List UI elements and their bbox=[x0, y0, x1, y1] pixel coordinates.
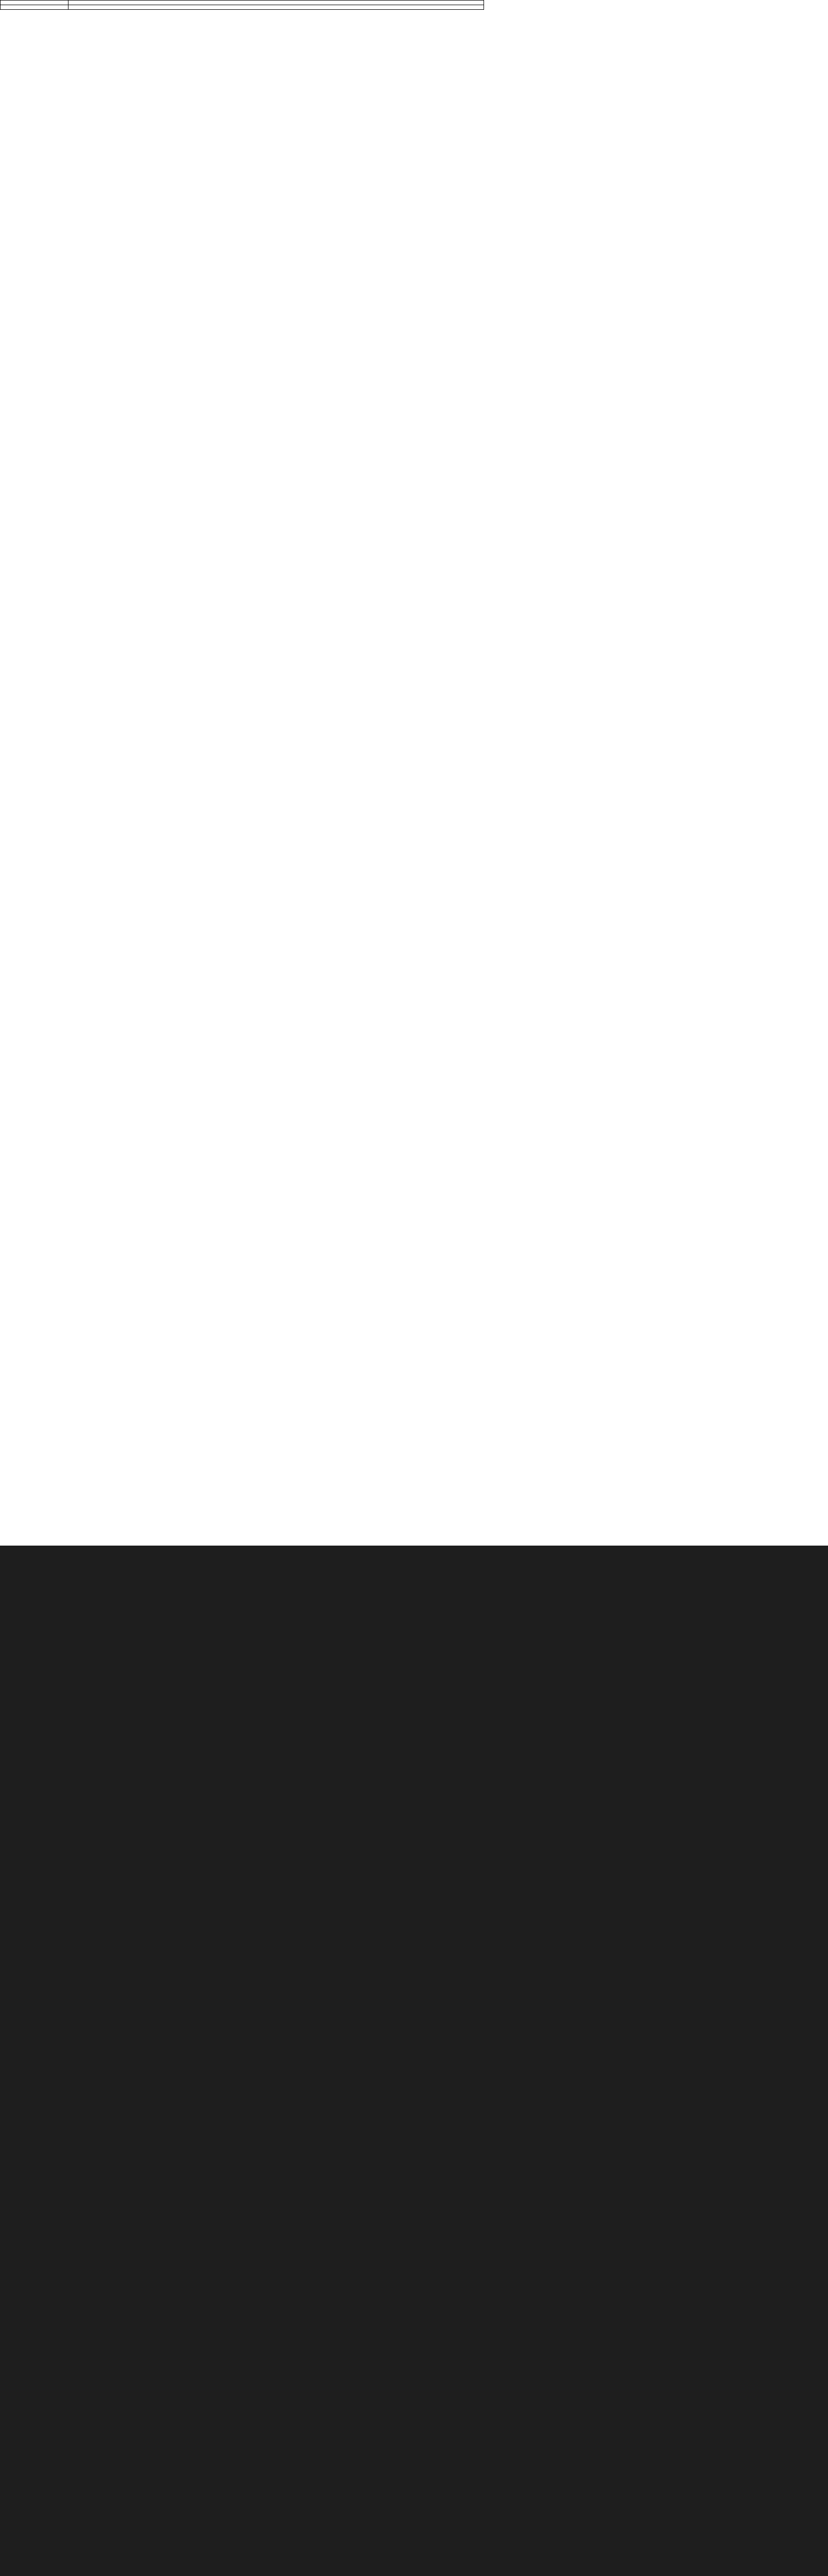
outline-body bbox=[68, 1, 484, 5]
file-label-empty bbox=[1, 5, 68, 10]
outline-row-render bbox=[1, 5, 484, 10]
render-body bbox=[68, 5, 484, 10]
code-editor[interactable] bbox=[0, 1546, 828, 2576]
outline-table bbox=[0, 0, 484, 10]
file-label bbox=[1, 1, 68, 5]
outline-row bbox=[1, 1, 484, 5]
